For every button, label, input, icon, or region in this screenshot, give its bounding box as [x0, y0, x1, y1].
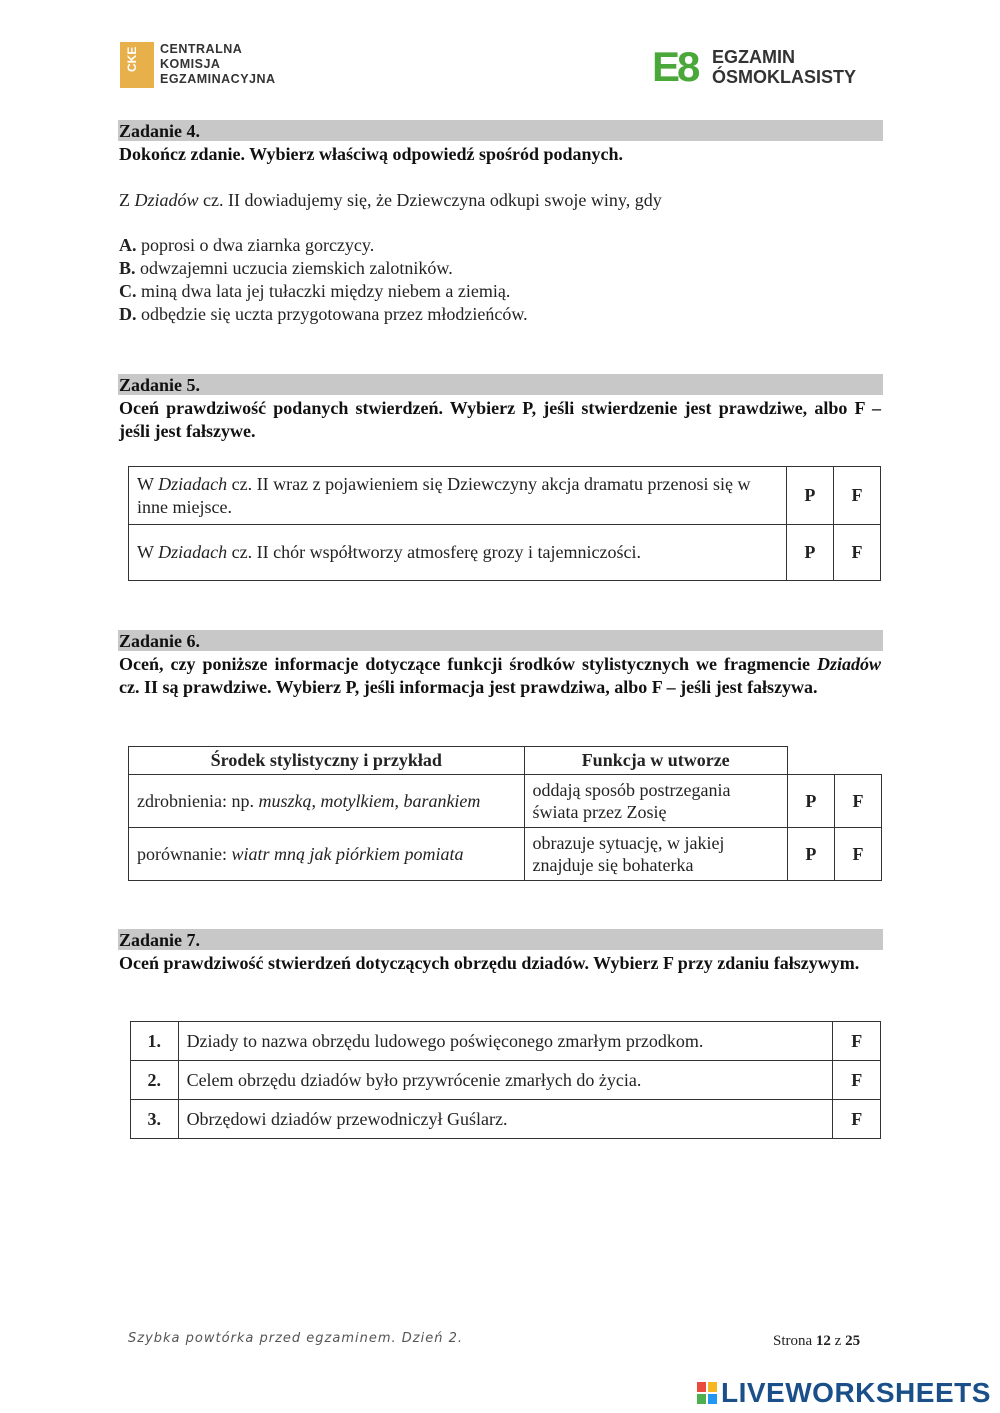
instr-italic: Dziadów [816, 654, 881, 674]
liveworksheets-logo [697, 1377, 991, 1409]
option-text: poprosi o dwa ziarnka gorczycy. [136, 235, 375, 255]
task7-row3-f-choice[interactable]: F [833, 1100, 881, 1139]
task4-prompt [119, 188, 662, 212]
task7-instruction: Oceń prawdziwość stwierdzeń dotyczących obrzędu dziadów. Wybierz F przy zdaniu fałszywym. [119, 953, 860, 973]
table-row [131, 1061, 881, 1100]
task7-table [130, 1021, 881, 1139]
device-example: motylkiem [320, 791, 395, 811]
option-letter: A. [119, 235, 137, 255]
cke-line-2: KOMISJA [160, 57, 221, 71]
task7-row3-number: 3. [131, 1100, 179, 1139]
task5-statement-1 [129, 467, 787, 525]
footer-note: Szybka powtórka przed egzaminem. Dzień 2. [128, 1331, 464, 1346]
option-text: odwzajemni uczucia ziemskich zalotników. [135, 258, 453, 278]
cke-mark-text: CKE [125, 46, 139, 72]
column-header-function: Funkcja w utworze [524, 747, 787, 775]
stmt-pre: W [137, 473, 159, 494]
task5-row2-p-choice[interactable]: P [786, 525, 833, 581]
task4-options [119, 234, 528, 326]
task6-function-1: oddają sposób postrzegania świata przez Zosię [524, 775, 787, 828]
task6-row1-f-choice[interactable]: F [834, 775, 881, 828]
task5-row1-p-choice[interactable]: P [786, 467, 833, 525]
stmt-pre: W [137, 542, 159, 562]
instr-pre: Oceń, czy poniższe informacje dotyczące funkcji środków stylistycznych we fragmencie [119, 654, 817, 674]
task6-device-1 [129, 775, 525, 828]
device-pre: porównanie: [137, 843, 232, 864]
page-mid: z [830, 1333, 846, 1349]
task5-row2-f-choice[interactable]: F [833, 525, 880, 581]
table-row [129, 775, 882, 828]
task6-device-2 [129, 828, 525, 881]
task5-table [128, 466, 881, 581]
device-example: barankiem [403, 791, 481, 811]
task6-row2-f-choice[interactable]: F [834, 828, 881, 881]
column-header-device: Środek stylistyczny i przykład [129, 747, 525, 775]
task4-instruction: Dokończ zdanie. Wybierz właściwą odpowiedź spośród podanych. [119, 144, 624, 164]
task5-header [118, 374, 883, 395]
task6-row1-p-choice[interactable]: P [787, 775, 834, 828]
task7-row2-f-choice[interactable]: F [833, 1061, 881, 1100]
task7-header [118, 929, 883, 950]
task4-option-c[interactable] [119, 280, 528, 303]
table-row [129, 525, 881, 581]
stmt-italic: Dziadach [158, 473, 228, 494]
page-number [773, 1333, 860, 1350]
task4-prompt-pre: Z [119, 190, 135, 210]
task4-option-a[interactable] [119, 234, 528, 257]
task7-title: Zadanie 7. [119, 930, 201, 950]
task6-table [128, 746, 882, 881]
stmt-post: cz. II wraz z pojawieniem się Dziewczyny akcja dramatu przenosi się w inne miejsce. [137, 473, 751, 517]
page-current: 12 [815, 1333, 831, 1349]
e8-logo-icon: E8 [652, 43, 698, 90]
e8-logo-text [712, 47, 912, 87]
e8-line-1: EGZAMIN [712, 47, 795, 67]
table-row [129, 828, 882, 881]
e8-line-2: ÓSMOKLASISTY [712, 67, 857, 87]
cke-line-1: CENTRALNA [160, 42, 243, 56]
task5-statement-2 [129, 525, 787, 581]
option-letter: D. [119, 304, 137, 324]
table-header-row [129, 747, 882, 775]
liveworksheets-text: LIVEWORKSHEETS [721, 1377, 991, 1408]
option-letter: C. [119, 281, 137, 301]
task4-prompt-italic: Dziadów [134, 190, 199, 210]
task6-header [118, 630, 883, 651]
device-example: muszką [258, 791, 312, 811]
task6-title: Zadanie 6. [119, 631, 201, 651]
option-text: miną dwa lata jej tułaczki między niebem a ziemią. [136, 281, 511, 301]
task4-header [118, 120, 883, 141]
task7-statement-3: Obrzędowi dziadów przewodniczył Guślarz. [178, 1100, 833, 1139]
page-total: 25 [845, 1333, 861, 1349]
device-pre: zdrobnienia: np. [137, 791, 259, 811]
task5-title: Zadanie 5. [119, 375, 201, 395]
task7-statement-2: Celem obrzędu dziadów było przywrócenie zmarłych do życia. [178, 1061, 833, 1100]
task4-title: Zadanie 4. [119, 121, 201, 141]
task7-statement-1: Dziady to nazwa obrzędu ludowego poświęconego zmarłym przodkom. [178, 1022, 833, 1061]
cke-logo-icon [120, 42, 154, 88]
task6-function-2: obrazuje sytuację, w jakiej znajduje się bohaterka [524, 828, 787, 881]
option-text: odbędzie się uczta przygotowana przez młodzieńców. [136, 304, 528, 324]
table-row [129, 467, 881, 525]
table-row [131, 1100, 881, 1139]
device-sep: , [311, 791, 321, 811]
task7-row1-f-choice[interactable]: F [833, 1022, 881, 1061]
device-sep: , [394, 791, 404, 811]
task7-row1-number: 1. [131, 1022, 179, 1061]
task7-row2-number: 2. [131, 1061, 179, 1100]
table-row [131, 1022, 881, 1061]
cke-line-3: EGZAMINACYJNA [160, 72, 276, 86]
option-letter: B. [119, 258, 136, 278]
empty-header-cell [787, 747, 881, 775]
stmt-post: cz. II chór współtworzy atmosferę grozy i tajemniczości. [227, 542, 642, 562]
task5-row1-f-choice[interactable]: F [833, 467, 880, 525]
task4-option-b[interactable] [119, 257, 528, 280]
page-pre: Strona [773, 1333, 816, 1349]
task6-instruction [119, 653, 881, 699]
liveworksheets-icon [697, 1382, 717, 1404]
task4-prompt-post: cz. II dowiadujemy się, że Dziewczyna odkupi swoje winy, gdy [198, 190, 662, 210]
task6-row2-p-choice[interactable]: P [787, 828, 834, 881]
cke-logo-text [160, 42, 360, 87]
device-example: wiatr mną jak piórkiem pomiata [231, 843, 464, 864]
task4-option-d[interactable] [119, 303, 528, 326]
stmt-italic: Dziadach [158, 542, 228, 562]
instr-post: cz. II są prawdziwe. Wybierz P, jeśli informacja jest prawdziwa, albo F – jeśli jest fałszywa. [119, 677, 818, 697]
task5-instruction: Oceń prawdziwość podanych stwierdzeń. Wybierz P, jeśli stwierdzenie jest prawdziwe, albo F – jeśli jest fałszywe. [119, 398, 881, 441]
